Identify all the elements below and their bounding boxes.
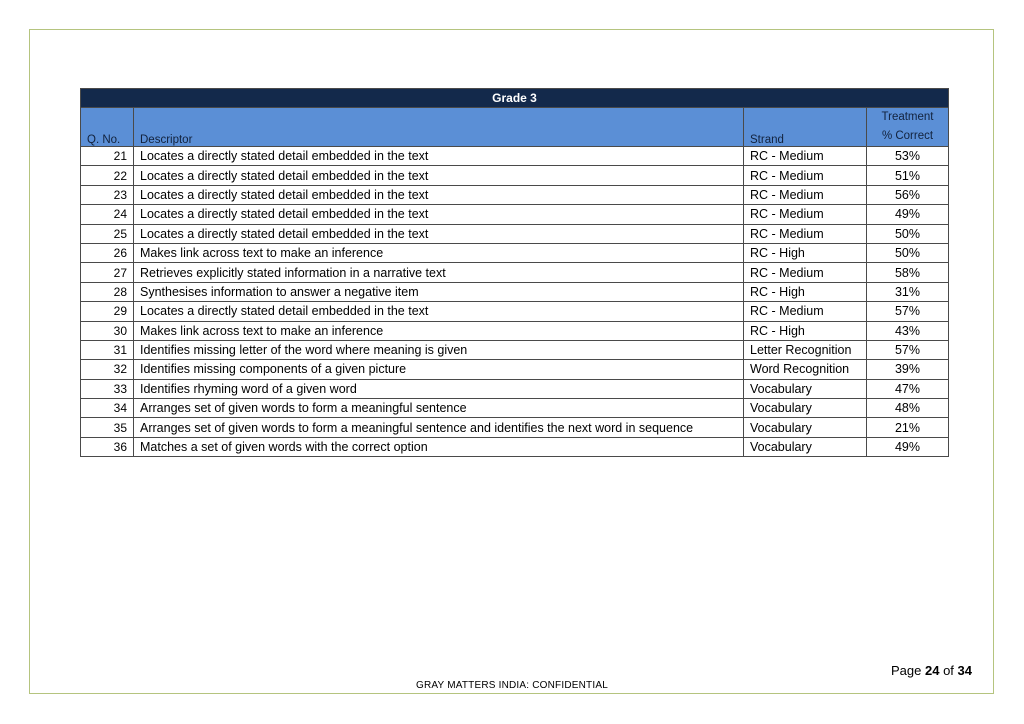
header-row [81, 108, 949, 147]
table-row [81, 399, 949, 418]
descriptor-cell: Locates a directly stated detail embedded in the text [134, 147, 744, 166]
pct-cell: 51% [867, 166, 949, 185]
table-row [81, 418, 949, 437]
strand-cell: RC - Medium [744, 224, 867, 243]
descriptor-cell: Makes link across text to make an inference [134, 321, 744, 340]
strand-cell: Letter Recognition [744, 340, 867, 359]
pct-cell: 49% [867, 205, 949, 224]
pct-cell: 50% [867, 224, 949, 243]
pct-cell: 50% [867, 243, 949, 262]
strand-cell: Vocabulary [744, 399, 867, 418]
qno-cell: 34 [81, 399, 134, 418]
strand-cell: Word Recognition [744, 360, 867, 379]
descriptor-cell: Identifies rhyming word of a given word [134, 379, 744, 398]
descriptor-cell: Retrieves explicitly stated information in a narrative text [134, 263, 744, 282]
qno-cell: 21 [81, 147, 134, 166]
grade-title: Grade 3 [81, 89, 949, 108]
confidential-footer: GRAY MATTERS INDIA: CONFIDENTIAL [416, 680, 608, 691]
strand-cell: RC - Medium [744, 302, 867, 321]
pct-cell: 43% [867, 321, 949, 340]
descriptor-cell: Identifies missing components of a given picture [134, 360, 744, 379]
header-descriptor: Descriptor [134, 108, 744, 147]
table-row [81, 166, 949, 185]
table-row [81, 340, 949, 359]
table-row [81, 205, 949, 224]
table-row [81, 263, 949, 282]
table-row [81, 321, 949, 340]
qno-cell: 25 [81, 224, 134, 243]
table-row [81, 185, 949, 204]
table-row [81, 224, 949, 243]
qno-cell: 32 [81, 360, 134, 379]
descriptor-cell: Locates a directly stated detail embedded in the text [134, 205, 744, 224]
descriptor-cell: Locates a directly stated detail embedded in the text [134, 224, 744, 243]
qno-cell: 22 [81, 166, 134, 185]
qno-cell: 23 [81, 185, 134, 204]
table-row [81, 302, 949, 321]
pct-cell: 56% [867, 185, 949, 204]
pct-cell: 57% [867, 340, 949, 359]
header-qno: Q. No. [81, 108, 134, 147]
pct-cell: 21% [867, 418, 949, 437]
table-row [81, 147, 949, 166]
descriptor-cell: Locates a directly stated detail embedded in the text [134, 166, 744, 185]
strand-cell: RC - Medium [744, 166, 867, 185]
qno-cell: 33 [81, 379, 134, 398]
descriptor-cell: Identifies missing letter of the word where meaning is given [134, 340, 744, 359]
strand-cell: RC - Medium [744, 263, 867, 282]
pct-cell: 47% [867, 379, 949, 398]
strand-cell: RC - High [744, 282, 867, 301]
pct-cell: 39% [867, 360, 949, 379]
descriptor-cell: Synthesises information to answer a negative item [134, 282, 744, 301]
header-strand: Strand [744, 108, 867, 147]
grade-title-row [81, 89, 949, 108]
table-row [81, 379, 949, 398]
pct-cell: 31% [867, 282, 949, 301]
qno-cell: 36 [81, 437, 134, 456]
qno-cell: 30 [81, 321, 134, 340]
strand-cell: RC - Medium [744, 185, 867, 204]
strand-cell: Vocabulary [744, 418, 867, 437]
descriptor-cell: Makes link across text to make an inference [134, 243, 744, 262]
qno-cell: 35 [81, 418, 134, 437]
descriptor-cell: Locates a directly stated detail embedded in the text [134, 302, 744, 321]
strand-cell: RC - Medium [744, 147, 867, 166]
pct-cell: 57% [867, 302, 949, 321]
pct-cell: 53% [867, 147, 949, 166]
strand-cell: Vocabulary [744, 379, 867, 398]
pct-cell: 49% [867, 437, 949, 456]
qno-cell: 28 [81, 282, 134, 301]
strand-cell: Vocabulary [744, 437, 867, 456]
grade-3-table [80, 88, 949, 457]
descriptor-cell: Arranges set of given words to form a meaningful sentence [134, 399, 744, 418]
table-row [81, 437, 949, 456]
header-pct-correct: Treatment % Correct [867, 108, 949, 147]
pct-cell: 58% [867, 263, 949, 282]
table-row [81, 282, 949, 301]
qno-cell: 24 [81, 205, 134, 224]
pct-cell: 48% [867, 399, 949, 418]
qno-cell: 26 [81, 243, 134, 262]
qno-cell: 27 [81, 263, 134, 282]
qno-cell: 31 [81, 340, 134, 359]
table-row [81, 243, 949, 262]
strand-cell: RC - High [744, 243, 867, 262]
descriptor-cell: Matches a set of given words with the correct option [134, 437, 744, 456]
strand-cell: RC - Medium [744, 205, 867, 224]
descriptor-cell: Arranges set of given words to form a meaningful sentence and identifies the next word in sequence [134, 418, 744, 437]
strand-cell: RC - High [744, 321, 867, 340]
page-number: Page 24 of 34 [890, 663, 972, 678]
table-row [81, 360, 949, 379]
qno-cell: 29 [81, 302, 134, 321]
descriptor-cell: Locates a directly stated detail embedded in the text [134, 185, 744, 204]
table-body [81, 147, 949, 457]
